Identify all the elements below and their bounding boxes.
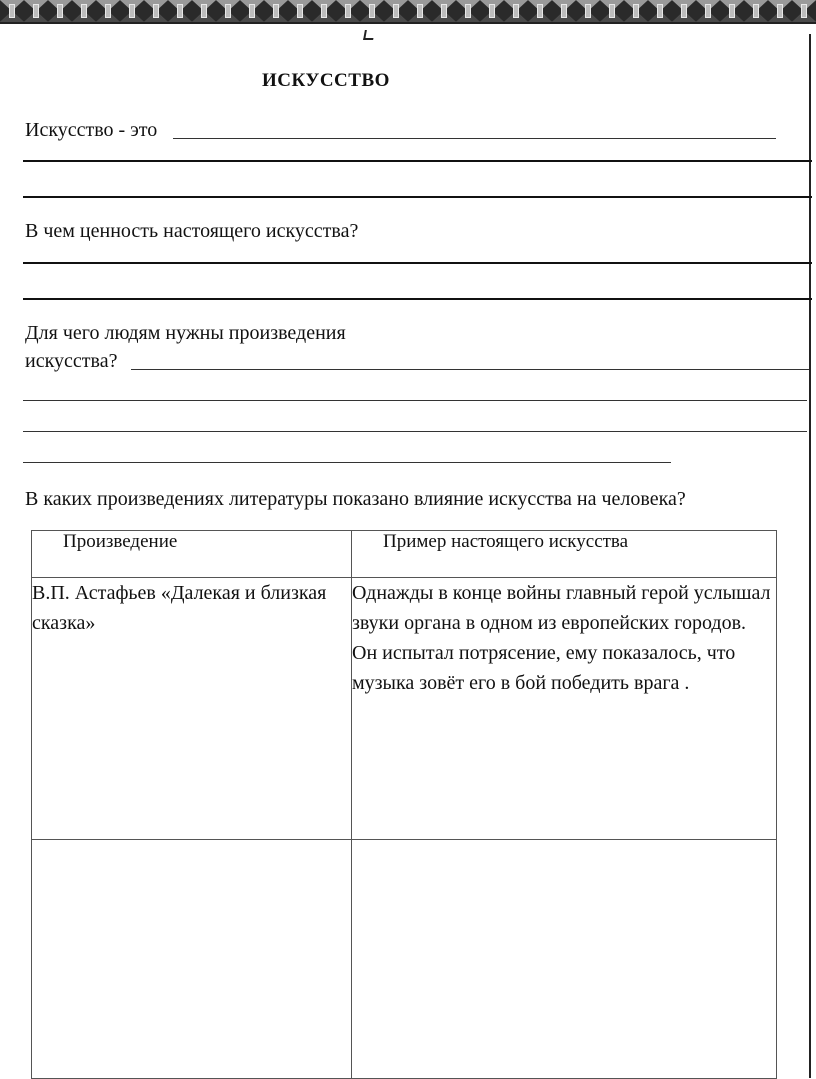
answer-line[interactable] — [23, 431, 807, 432]
table-row — [32, 578, 777, 840]
example-cell: Однажды в конце войны главный герой услышал звуки органа в одном из европейских городов. Он испытал потрясение, ему показалось, что музыка зовёт его в бой победить врага . — [352, 578, 777, 840]
example-cell-empty[interactable] — [352, 840, 777, 1079]
answer-line[interactable] — [23, 160, 812, 162]
table-header-row — [32, 531, 777, 578]
answer-line[interactable] — [23, 196, 812, 198]
question-value-of-art: В чем ценность настоящего искусства? — [25, 220, 359, 242]
question-why-art-line1: Для чего людям нужны произведения — [25, 322, 346, 344]
question-art-is: Искусство - это — [25, 119, 158, 141]
answer-line[interactable] — [23, 462, 671, 463]
question-literature-examples: В каких произведениях литературы показано влияние искусства на человека? — [25, 488, 686, 510]
answer-line[interactable] — [173, 138, 776, 139]
work-cell: В.П. Астафьев «Далекая и близкая сказка» — [32, 578, 352, 840]
table-row — [32, 840, 777, 1079]
page-right-border — [809, 34, 811, 1078]
answer-line[interactable] — [23, 298, 812, 300]
answer-line[interactable] — [131, 369, 809, 370]
work-cell-empty[interactable] — [32, 840, 352, 1079]
answer-line[interactable] — [23, 400, 807, 401]
column-header-example: Пример настоящего искусства — [352, 531, 777, 578]
clipped-glyph — [363, 30, 375, 40]
answer-line[interactable] — [23, 262, 812, 264]
page-title: ИСКУССТВО — [262, 70, 390, 91]
decorative-top-border — [0, 0, 816, 34]
question-why-art-line2: искусства? — [25, 350, 118, 372]
column-header-work: Произведение — [32, 531, 352, 578]
literature-table — [31, 530, 777, 1079]
